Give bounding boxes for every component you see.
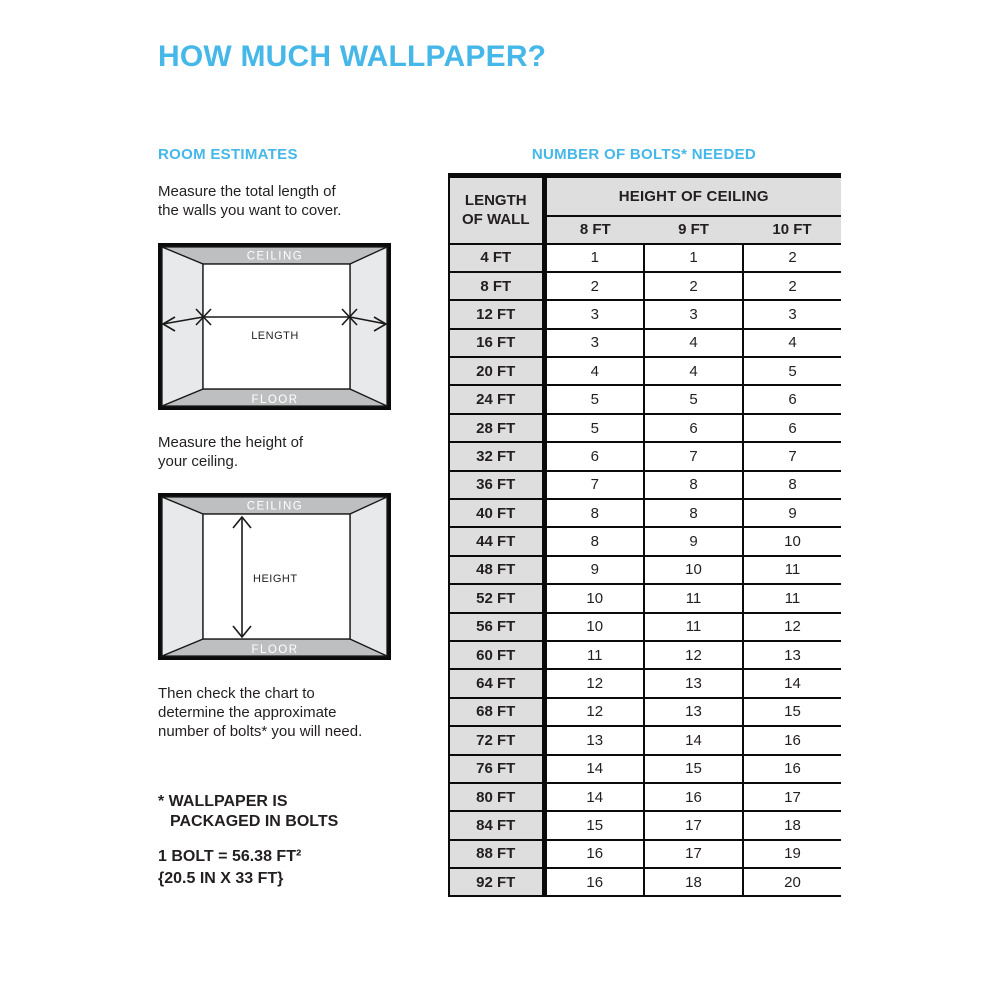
bolt-count-cell: 7 bbox=[743, 442, 841, 470]
bolt-count-cell: 8 bbox=[544, 527, 644, 555]
bolt-count-cell: 5 bbox=[544, 385, 644, 413]
table-row bbox=[449, 414, 841, 442]
table-row bbox=[449, 613, 841, 641]
instruction-check-chart: Then check the chart to determine the approximate number of bolts* you will need. bbox=[158, 685, 363, 740]
bolt-count-cell: 11 bbox=[743, 556, 841, 584]
bolt-count-cell: 11 bbox=[644, 613, 743, 641]
bolt-count-cell: 4 bbox=[544, 357, 644, 385]
right-wall bbox=[350, 497, 387, 656]
back-wall bbox=[203, 264, 350, 389]
bolt-count-cell: 14 bbox=[544, 783, 644, 811]
table-row bbox=[449, 840, 841, 868]
wall-length-cell: 60 FT bbox=[449, 641, 544, 669]
bolt-count-cell: 15 bbox=[544, 811, 644, 839]
bolt-count-cell: 9 bbox=[644, 527, 743, 555]
wall-length-cell: 36 FT bbox=[449, 471, 544, 499]
table-row bbox=[449, 868, 841, 896]
wall-length-cell: 56 FT bbox=[449, 613, 544, 641]
column-header-10ft: 10 FT bbox=[743, 216, 841, 244]
table-row bbox=[449, 527, 841, 555]
ceiling-label: CEILING bbox=[246, 250, 304, 263]
table-row bbox=[449, 556, 841, 584]
table-header-row-1 bbox=[449, 176, 841, 216]
bolt-count-cell: 5 bbox=[644, 385, 743, 413]
table-row bbox=[449, 726, 841, 754]
bolt-count-cell: 10 bbox=[544, 584, 644, 612]
bolt-count-cell: 7 bbox=[544, 471, 644, 499]
bolt-count-cell: 18 bbox=[644, 868, 743, 896]
wall-length-cell: 84 FT bbox=[449, 811, 544, 839]
room-length-diagram bbox=[158, 243, 391, 410]
bolt-count-cell: 2 bbox=[544, 272, 644, 300]
bolt-table bbox=[448, 173, 841, 897]
table-row bbox=[449, 300, 841, 328]
bolt-count-cell: 11 bbox=[544, 641, 644, 669]
bolt-count-cell: 6 bbox=[743, 414, 841, 442]
table-row bbox=[449, 811, 841, 839]
page-title: HOW MUCH WALLPAPER? bbox=[158, 40, 547, 73]
table-row bbox=[449, 499, 841, 527]
table-row bbox=[449, 669, 841, 697]
bolt-count-cell: 8 bbox=[743, 471, 841, 499]
bolt-count-cell: 13 bbox=[743, 641, 841, 669]
bolt-count-cell: 13 bbox=[644, 669, 743, 697]
bolt-count-cell: 12 bbox=[544, 698, 644, 726]
bolt-count-cell: 19 bbox=[743, 840, 841, 868]
wall-length-cell: 12 FT bbox=[449, 300, 544, 328]
bolt-count-cell: 5 bbox=[743, 357, 841, 385]
bolt-count-cell: 17 bbox=[644, 840, 743, 868]
table-row bbox=[449, 329, 841, 357]
bolt-count-cell: 4 bbox=[644, 357, 743, 385]
wall-length-cell: 28 FT bbox=[449, 414, 544, 442]
bolt-table-body bbox=[449, 244, 841, 897]
bolt-count-cell: 7 bbox=[644, 442, 743, 470]
bolt-count-cell: 16 bbox=[743, 755, 841, 783]
bolt-count-cell: 4 bbox=[644, 329, 743, 357]
bolt-count-cell: 3 bbox=[743, 300, 841, 328]
table-row bbox=[449, 357, 841, 385]
floor-label: FLOOR bbox=[251, 394, 299, 406]
bolt-count-cell: 6 bbox=[644, 414, 743, 442]
bolt-count-cell: 15 bbox=[644, 755, 743, 783]
bolt-count-cell: 10 bbox=[544, 613, 644, 641]
wall-length-cell: 68 FT bbox=[449, 698, 544, 726]
instruction-measure-height: Measure the height of your ceiling. bbox=[158, 434, 304, 470]
column-header-9ft: 9 FT bbox=[644, 216, 743, 244]
wall-length-cell: 32 FT bbox=[449, 442, 544, 470]
bolt-count-cell: 16 bbox=[544, 868, 644, 896]
ceiling-height-diagram bbox=[158, 493, 391, 660]
column-header-8ft: 8 FT bbox=[544, 216, 644, 244]
bolt-table-container bbox=[448, 173, 840, 897]
bolt-count-cell: 8 bbox=[644, 499, 743, 527]
wall-length-cell: 80 FT bbox=[449, 783, 544, 811]
floor-label: FLOOR bbox=[251, 644, 299, 656]
bolt-count-cell: 13 bbox=[544, 726, 644, 754]
wall-length-cell: 64 FT bbox=[449, 669, 544, 697]
bolt-count-cell: 1 bbox=[544, 244, 644, 272]
bolt-count-cell: 11 bbox=[743, 584, 841, 612]
table-row bbox=[449, 471, 841, 499]
table-row bbox=[449, 272, 841, 300]
table-row bbox=[449, 442, 841, 470]
bolt-count-cell: 15 bbox=[743, 698, 841, 726]
wall-length-cell: 72 FT bbox=[449, 726, 544, 754]
room-estimates-heading: ROOM ESTIMATES bbox=[158, 146, 298, 163]
table-row bbox=[449, 783, 841, 811]
bolt-count-cell: 10 bbox=[644, 556, 743, 584]
table-row bbox=[449, 244, 841, 272]
bolt-count-cell: 17 bbox=[644, 811, 743, 839]
instruction-measure-length: Measure the total length of the walls you want to cover. bbox=[158, 183, 342, 219]
bolt-count-cell: 6 bbox=[544, 442, 644, 470]
wall-length-cell: 4 FT bbox=[449, 244, 544, 272]
bolt-count-cell: 17 bbox=[743, 783, 841, 811]
bolt-count-cell: 6 bbox=[743, 385, 841, 413]
bolt-count-cell: 14 bbox=[644, 726, 743, 754]
bolt-count-cell: 8 bbox=[644, 471, 743, 499]
bolt-count-cell: 13 bbox=[644, 698, 743, 726]
bolt-count-cell: 12 bbox=[743, 613, 841, 641]
bolt-count-cell: 3 bbox=[644, 300, 743, 328]
table-row bbox=[449, 698, 841, 726]
bolt-count-cell: 3 bbox=[544, 300, 644, 328]
wall-length-column-header: LENGTH OF WALL bbox=[449, 176, 544, 244]
bolt-count-cell: 9 bbox=[544, 556, 644, 584]
bolt-footnote: * WALLPAPER IS PACKAGED IN BOLTS bbox=[158, 793, 339, 830]
wall-length-cell: 8 FT bbox=[449, 272, 544, 300]
left-wall bbox=[162, 497, 203, 656]
bolt-count-cell: 14 bbox=[544, 755, 644, 783]
bolt-count-cell: 5 bbox=[544, 414, 644, 442]
wall-length-cell: 88 FT bbox=[449, 840, 544, 868]
bolt-count-cell: 9 bbox=[743, 499, 841, 527]
bolt-count-cell: 8 bbox=[544, 499, 644, 527]
wall-length-cell: 24 FT bbox=[449, 385, 544, 413]
bolt-count-cell: 2 bbox=[743, 244, 841, 272]
bolt-count-cell: 2 bbox=[644, 272, 743, 300]
bolt-count-cell: 2 bbox=[743, 272, 841, 300]
wall-length-cell: 52 FT bbox=[449, 584, 544, 612]
table-row bbox=[449, 755, 841, 783]
table-row bbox=[449, 385, 841, 413]
bolt-count-cell: 20 bbox=[743, 868, 841, 896]
wall-length-cell: 76 FT bbox=[449, 755, 544, 783]
bolt-size-info: 1 BOLT = 56.38 FT² {20.5 IN X 33 FT} bbox=[158, 848, 302, 887]
length-dimension-label: LENGTH bbox=[251, 330, 299, 342]
wall-length-cell: 40 FT bbox=[449, 499, 544, 527]
bolt-count-cell: 11 bbox=[644, 584, 743, 612]
bolt-count-cell: 16 bbox=[544, 840, 644, 868]
bolt-count-cell: 18 bbox=[743, 811, 841, 839]
wall-length-cell: 48 FT bbox=[449, 556, 544, 584]
bolt-count-cell: 1 bbox=[644, 244, 743, 272]
wall-length-cell: 92 FT bbox=[449, 868, 544, 896]
wall-length-cell: 16 FT bbox=[449, 329, 544, 357]
bolt-count-cell: 16 bbox=[743, 726, 841, 754]
bolt-count-cell: 10 bbox=[743, 527, 841, 555]
ceiling-label: CEILING bbox=[246, 500, 304, 513]
bolt-count-cell: 12 bbox=[644, 641, 743, 669]
ceiling-height-group-header: HEIGHT OF CEILING bbox=[544, 176, 841, 216]
bolt-count-cell: 4 bbox=[743, 329, 841, 357]
bolt-count-cell: 14 bbox=[743, 669, 841, 697]
bolt-count-cell: 12 bbox=[544, 669, 644, 697]
table-row bbox=[449, 584, 841, 612]
wall-length-cell: 20 FT bbox=[449, 357, 544, 385]
height-dimension-label: HEIGHT bbox=[253, 573, 298, 585]
bolt-count-cell: 3 bbox=[544, 329, 644, 357]
table-row bbox=[449, 641, 841, 669]
bolts-needed-heading: NUMBER OF BOLTS* NEEDED bbox=[531, 146, 757, 163]
bolt-count-cell: 16 bbox=[644, 783, 743, 811]
wall-length-cell: 44 FT bbox=[449, 527, 544, 555]
